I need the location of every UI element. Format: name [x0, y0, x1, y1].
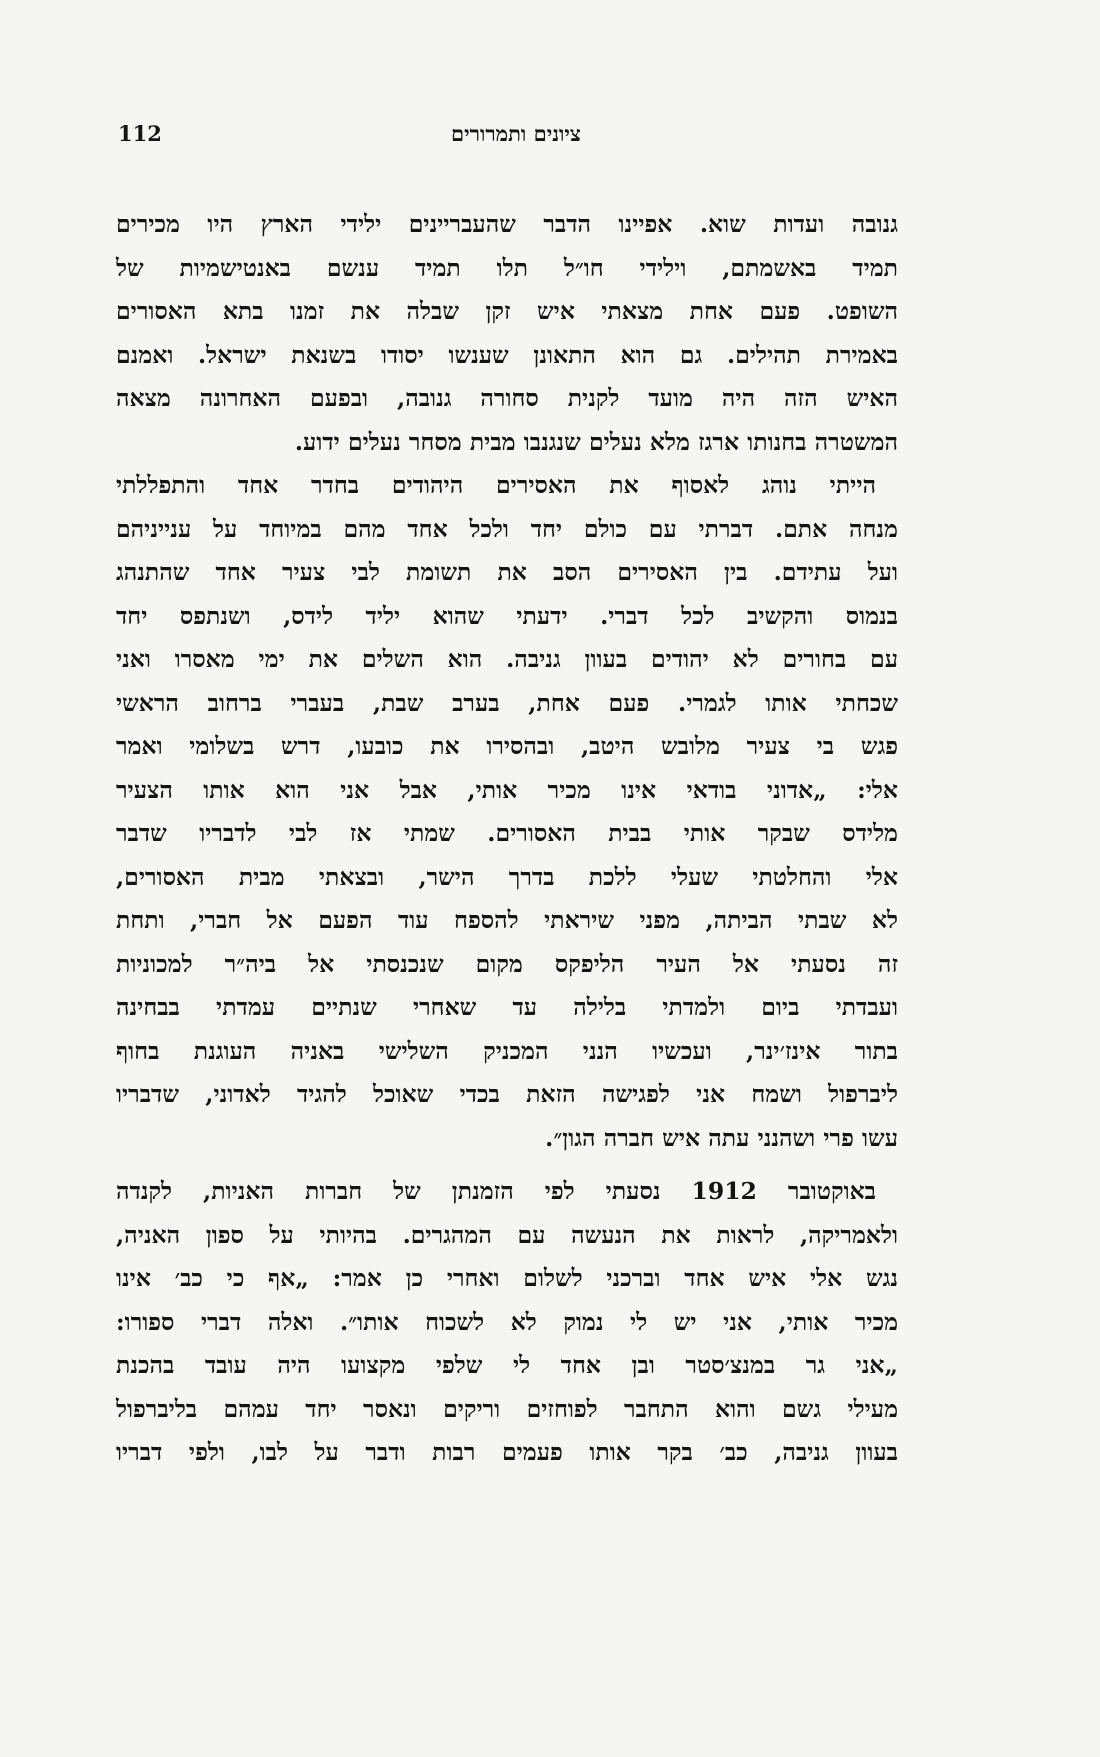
text-line: תמיד באשמתם, וילידי חו״ל תלו תמיד ענשם באנטישמיות של	[116, 253, 898, 282]
paragraph	[116, 464, 898, 1160]
text-line: בתור אינז׳ינר, ועכשיו הנני המכניק השלישי באניה העוגנת בחוף	[116, 1036, 898, 1065]
text-line: פגש בי צעיר מלובש היטב, ובהסירו את כובעו, דרש בשלומי ואמר	[116, 732, 898, 760]
text-line: ועבדתי ביום ולמדתי בלילה עד שאחרי שנתיים עמדתי בבחינה	[116, 993, 898, 1021]
text-line: עשו פרי ושהנני עתה איש חברה הגון״.	[545, 1123, 898, 1152]
text-line: המשטרה בחנותו ארגז מלא נעלים שנגנבו מבית מסחר נעלים ידוע.	[294, 427, 898, 456]
text-line: בעוון גניבה, כב׳ בקר אותו פעמים רבות ודבר על לבו, ולפי דבריו	[116, 1438, 898, 1466]
paragraph	[116, 1170, 898, 1475]
text-line: מלידס שבקר אותי בבית האסורים. שמתי אז לבי לדבריו שדבר	[116, 819, 898, 847]
text-line: זה נסעתי אל העיר הליפקס מקום שנכנסתי אל ביה״ר למכוניות	[116, 949, 898, 978]
text-line: האיש הזה היה מועד לקנית סחורה גנובה, ובפעם האחרונה מצאה	[116, 384, 898, 412]
text-line: השופט. פעם אחת מצאתי איש זקן שבלה את זמנו בתא האסורים	[116, 297, 898, 325]
text-line: ולאמריקה, לראות את הנעשה עם המהגרים. בהיותי על ספון האניה,	[116, 1220, 898, 1249]
text-line: מעילי גשם והוא התחבר לפוחזים וריקים ונאסר יחד עמהם בליברפול	[116, 1394, 898, 1423]
text-line: לא שבתי הביתה, מפני שיראתי להספח עוד הפעם אל חברי, ותחת	[116, 906, 898, 934]
text-line: מכיר אותי, אני יש לי נמוק לא לשכוח אותו״. ואלה דברי ספורו:	[116, 1307, 898, 1336]
text-line: מנחה אתם. דברתי עם כולם יחד ולכל אחד מהם במיוחד על ענייניהם	[116, 514, 898, 543]
text-line: אלי והחלטתי שעלי ללכת בדרך הישר, ובצאתי מבית האסורים,	[116, 862, 898, 891]
text-line: שכחתי אותו לגמרי. פעם אחת, בערב שבת, בעברי ברחוב הראשי	[116, 688, 898, 717]
paragraph-gap	[116, 1160, 898, 1170]
text-line: בנמוס והקשיב לכל דברי. ידעתי שהוא יליד לידס, ושנתפס יחד	[116, 601, 898, 630]
running-title: ציונים ותמרורים	[451, 121, 581, 146]
text-line: ליברפול ושמח אני לפגישה הזאת בכדי שאוכל להגיד לאדוני, שדבריו	[116, 1080, 898, 1108]
body-text	[116, 203, 898, 1475]
text-line: נגש אלי איש אחד וברכני לשלום ואחרי כן אמר: „אף כי כב׳ אינו	[116, 1264, 898, 1292]
text-line: באמירת תהילים. גם הוא התאונן שענשו יסודו בשנאת ישראל. ואמנם	[116, 340, 898, 369]
text-line: ועל עתידם. בין האסירים הסב את תשומת לבי צעיר אחד שהתנהג	[116, 558, 898, 586]
paragraph	[116, 203, 898, 464]
text-line: באוקטובר 1912 נסעתי לפי הזמנתן של חברות האניות, לקנדה	[116, 1177, 876, 1205]
text-line: הייתי נוהג לאסוף את האסירים היהודים בחדר אחד והתפללתי	[116, 471, 876, 499]
page-number: 112	[118, 121, 162, 146]
text-line: אלי: „אדוני בודאי אינו מכיר אותי, אבל אני הוא אותו הצעיר	[116, 775, 898, 804]
text-line: „אני גר במנצ׳סטר ובן אחד לי שלפי מקצועו היה עובד בהכנת	[116, 1351, 898, 1379]
running-head	[118, 121, 894, 151]
text-line: עם בחורים לא יהודים בעוון גניבה. הוא השלים את ימי מאסרו ואני	[116, 645, 898, 673]
text-line: גנובה ועדות שוא. אפיינו הדבר שהעבריינים ילידי הארץ היו מכירים	[116, 210, 898, 238]
